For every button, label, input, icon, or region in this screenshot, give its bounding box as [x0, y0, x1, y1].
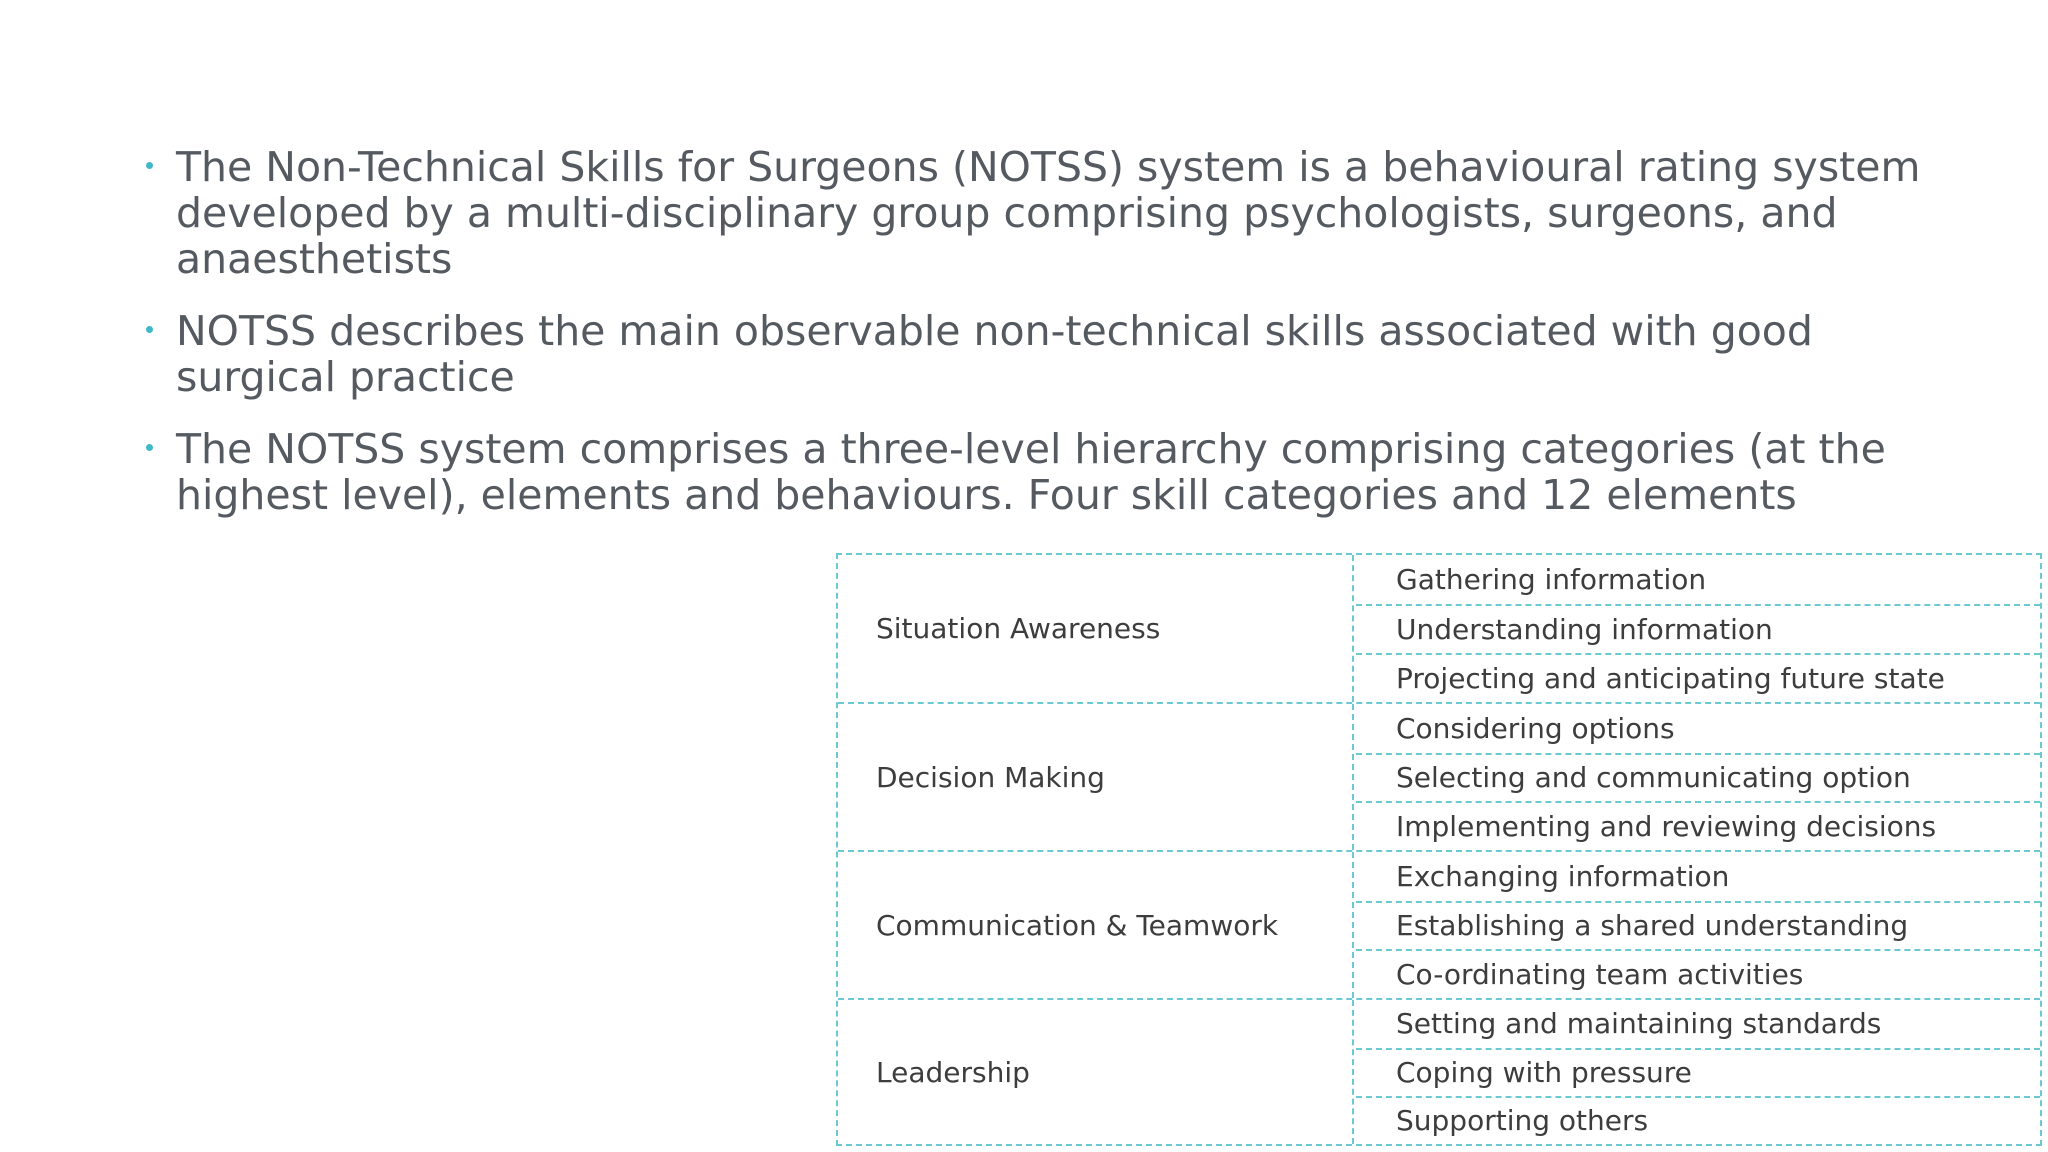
element-cell: Selecting and communicating option [1356, 753, 2040, 802]
category-label: Leadership [838, 1000, 1354, 1144]
bullet-dot-icon [146, 326, 153, 333]
bullet-list [140, 144, 1940, 544]
bullet-text: NOTSS describes the main observable non-technical skills associated with good surgical practice [176, 307, 1813, 401]
category-group-communication-teamwork [838, 850, 2040, 998]
bullet-item [140, 426, 1940, 518]
element-list [1356, 555, 2040, 702]
bullet-text: The Non-Technical Skills for Surgeons (NOTSS) system is a behavioural rating system developed by a multi-disciplinary group comprising psychologists, surgeons, and anaesthetists [176, 143, 1921, 283]
element-cell: Gathering information [1396, 562, 1707, 596]
bullet-item [140, 144, 1940, 282]
element-cell: Exchanging information [1396, 859, 1730, 893]
element-cell: Supporting others [1356, 1096, 2040, 1144]
bullet-dot-icon [146, 444, 153, 451]
element-cell: Setting and maintaining standards [1396, 1007, 1882, 1041]
element-cell: Implementing and reviewing decisions [1356, 801, 2040, 850]
element-list [1356, 1000, 2040, 1144]
element-cell: Projecting and anticipating future state [1356, 653, 2040, 702]
bullet-dot-icon [146, 162, 153, 169]
category-group-decision-making [838, 702, 2040, 850]
element-cell: Coping with pressure [1356, 1048, 2040, 1096]
element-list [1356, 704, 2040, 850]
category-group-situation-awareness [838, 555, 2040, 702]
element-cell: Establishing a shared understanding [1356, 901, 2040, 950]
notss-table [836, 553, 2042, 1146]
element-cell: Understanding information [1356, 604, 2040, 653]
element-cell: Co-ordinating team activities [1356, 949, 2040, 998]
category-label: Decision Making [838, 704, 1354, 850]
category-label: Communication & Teamwork [838, 852, 1354, 998]
bullet-item [140, 308, 1940, 400]
category-label: Situation Awareness [838, 555, 1354, 702]
element-cell: Considering options [1396, 711, 1675, 745]
category-group-leadership [838, 998, 2040, 1144]
bullet-text: The NOTSS system comprises a three-level hierarchy comprising categories (at the highest level), elements and behaviours. Four skill categories and 12 elements [176, 425, 1886, 519]
element-list [1356, 852, 2040, 998]
